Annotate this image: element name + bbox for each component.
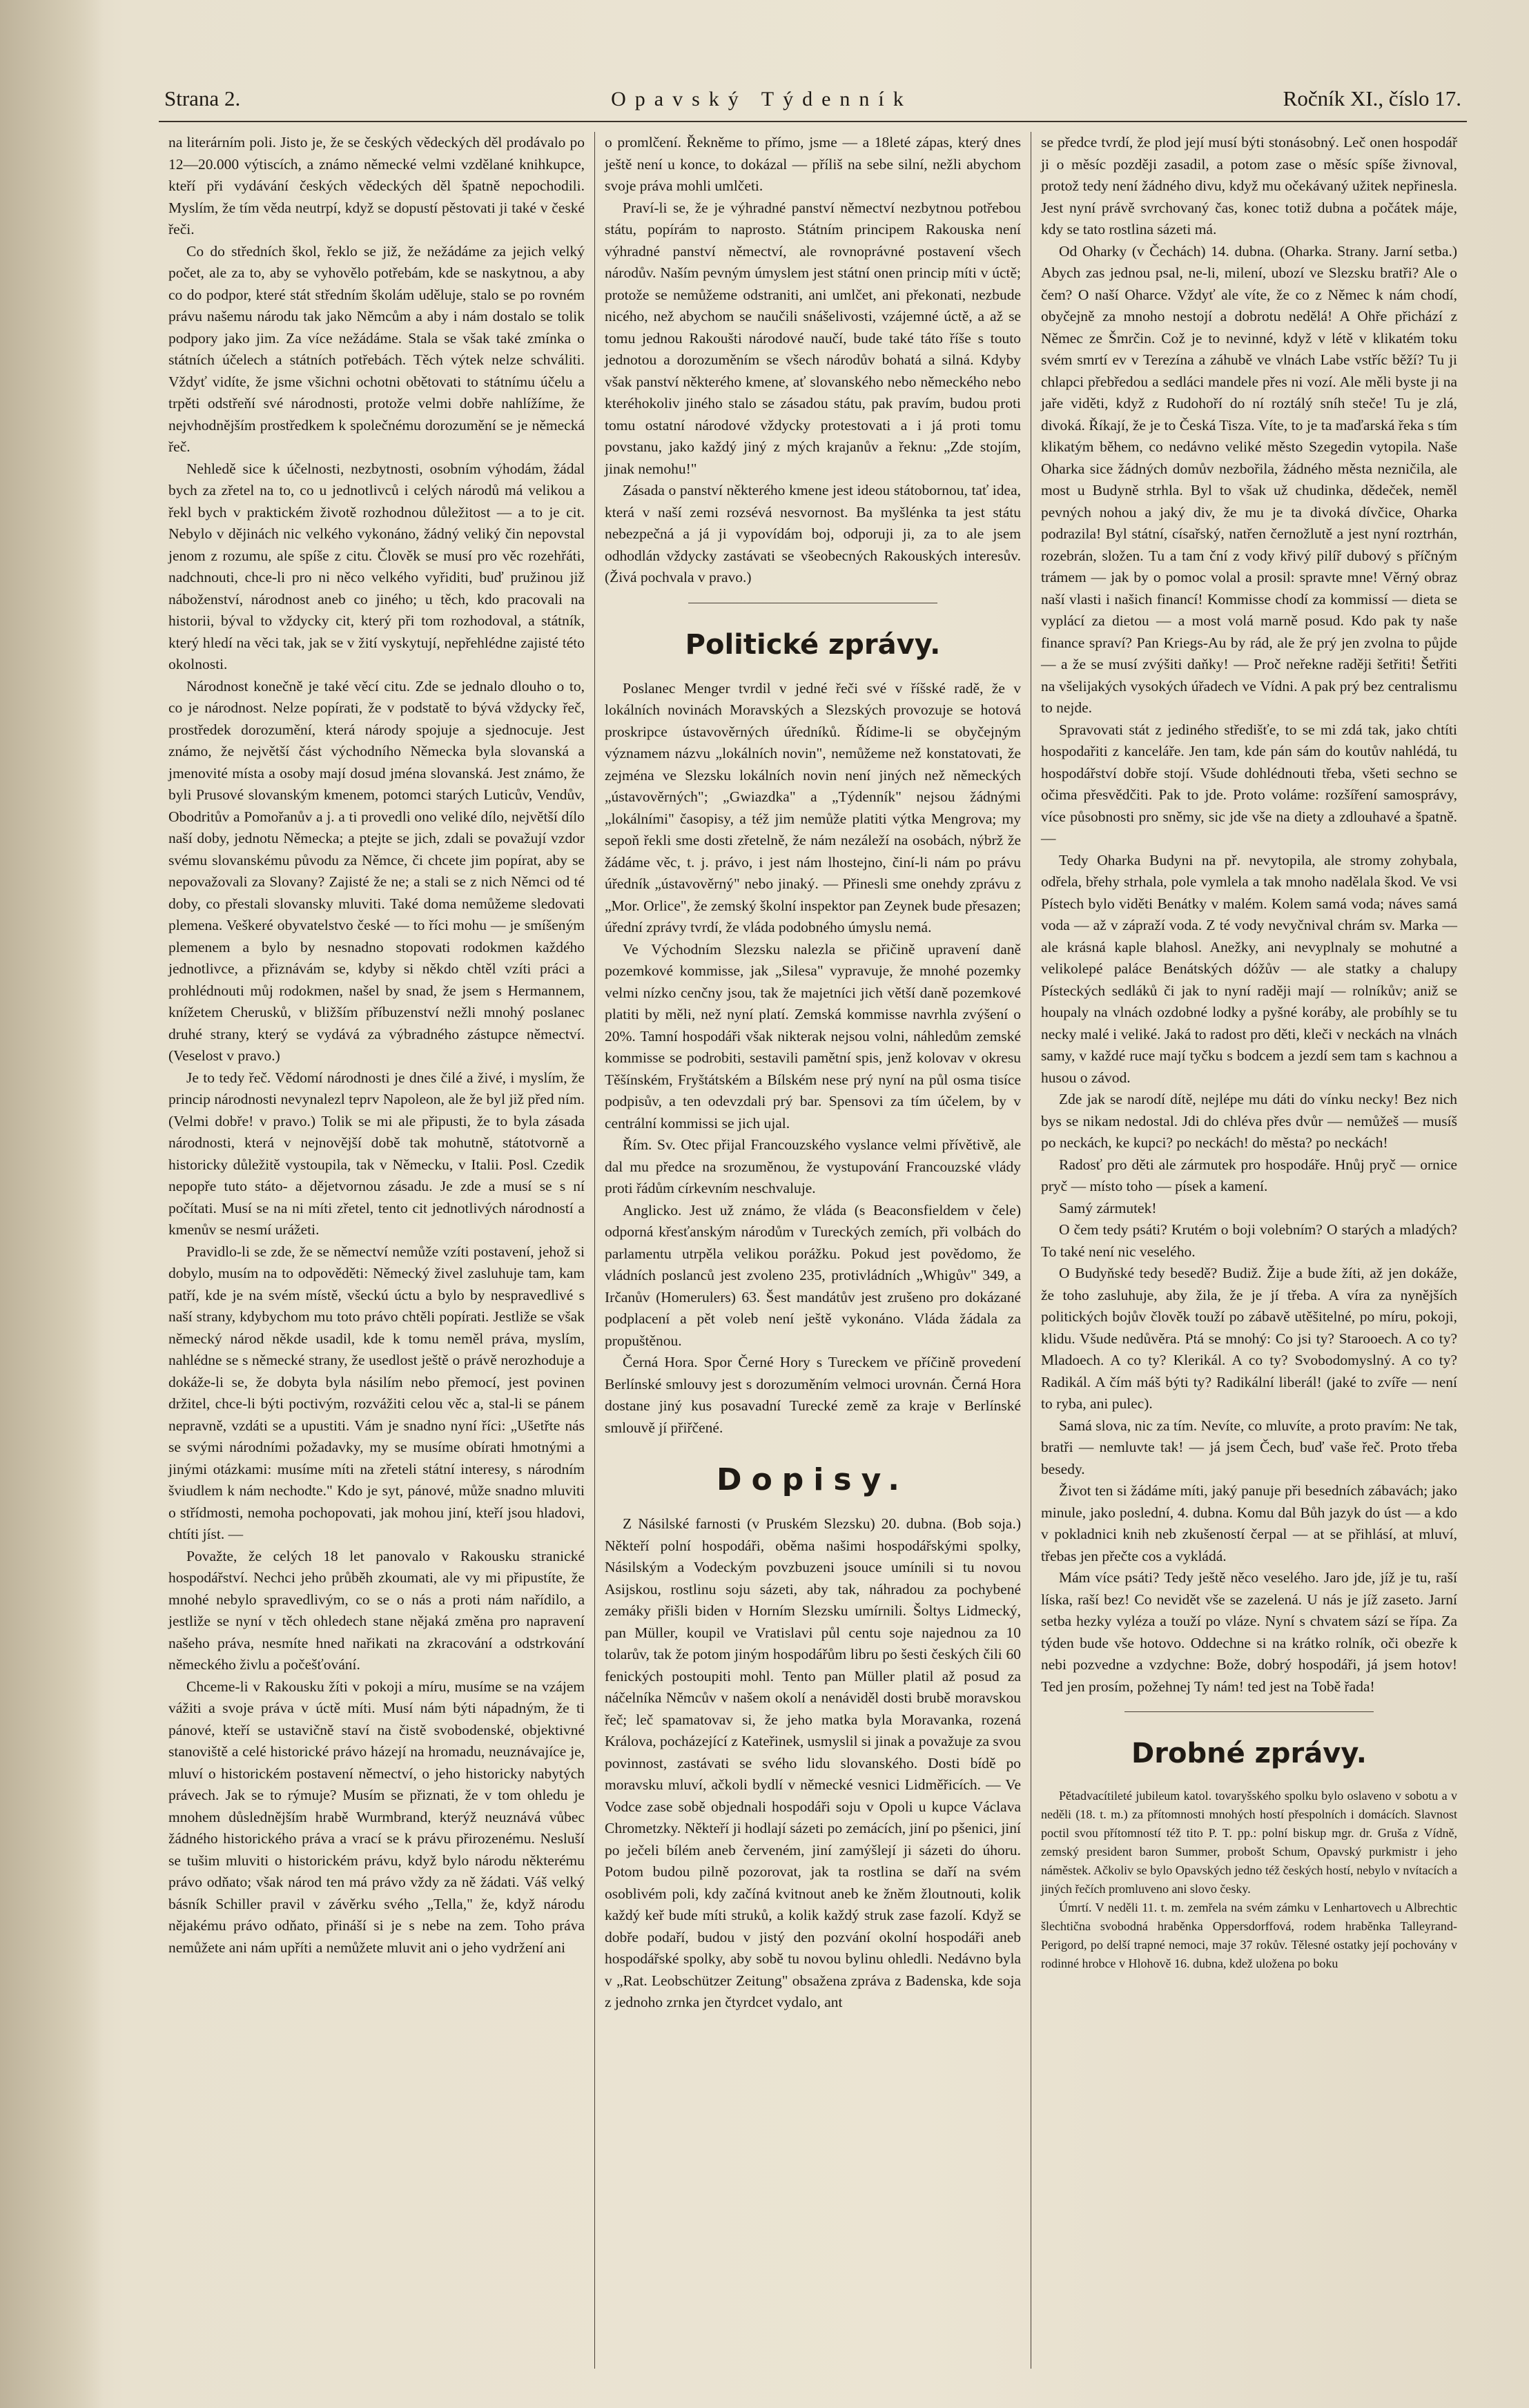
letter-paragraph: Radosť pro děti ale zármutek pro hospodáře. Hnůj pryč — ornice pryč — místo toho — písek a kamení. xyxy=(1041,1156,1457,1194)
article-paragraph: na literárním poli. Jisto je, že se českých vědeckých děl prodávalo po 12—20.000 výtiscích, a známo německé velmi vzdělané knihkupce, kteří při vydávání českých vědeckých děl špatně nepochodili. Myslím, že tím věda neutrpí, když se dopustí pěstovati ji také v české řeči. xyxy=(168,134,585,237)
letter-paragraph: Samá slova, nic za tím. Nevíte, co mluvíte, a proto pravím: Ne tak, bratři — nemluvte tak! — já jsem Čech, buď vaše řeč. Proto třeba besedy. xyxy=(1041,1417,1457,1477)
brief-news-paragraph: Úmrtí. V neděli 11. t. m. zemřela na svém zámku v Lenhartovech u Albrechtic šlechtična svobodná hraběnka Oppersdorffová, rodem hraběnka Talleyrand-Perigord, po delší trapné nemoci, maje 37 rokův. Tělesné ostatky její pochovány v rodinné hrobce v Hlohově 16. dubna, kdež uložena po boku xyxy=(1041,1901,1457,1970)
letter-paragraph: Zde jak se narodí dítě, nejlépe mu dáti do vínku necky! Bez nich bys se nikam nedostal. Jdi do chléva přes dvůr — nemůžeš — musíš po neckách, ke kupci? po neckách! do města? po neckách! xyxy=(1041,1091,1457,1151)
letter-paragraph: Mám více psáti? Tedy ještě něco veselého. Jaro jde, jíž je tu, raší líska, raší bez! Co nevidět vše se zazelená. U nás je jíž zaseto. Jarní setba hezky vyléza a touží po vláze. Nyní s chvatem sází se řípa. Za týden bude vše hotovo. Oddechne si na krátko rolník, oči obezře k nebi pozvedne a vzdychne: Bože, dobrý hospodáři, já jsem hotov! Ted jen prosím, požehnej Ty nám! ted jest na Tobě řada! xyxy=(1041,1569,1457,1695)
article-paragraph: Chceme-li v Rakousku žíti v pokoji a míru, musíme se na vzájem vážiti a svoje práva v úctě míti. Musí nám býti nápadným, že ti pánové, kteří se ustavičně staví na čistě svobodenské, objektivné stanoviště a celé historické právo házejí na hromadu, neuznávajíce je, mluví o historickém postavení němectví, o jeho historicky nabytých právech. Jak se to rýmuje? Musím se přiznati, že v tom ohledu je mnohem důslednějším hrabě Wurmbrand, kterýž neuznává vůbec žádného historického práva a vrací se k právu přirozenému. Nesluší se tušim mluviti o historickém právu, když bylo národu některému právo odňato; však národ ten má právo vždy za ně žádati. Váš velký básník Schiller pravil v závěrku svého „Tella," že, když národu nějakému právo odňato, přináší si je s nebe na zem. Toho práva nemůžete ani nám upříti a nemůžete mluvit ani o jeho vydržení ani xyxy=(168,1678,585,1956)
news-paragraph: Poslanec Menger tvrdil v jedné řeči své v říšské radě, že v lokálních novinách Moravských a Slezských provozuje se hotová proskripce ústavověrných úředníků. Řídime-li se obyčejným významem názvu „lokálních novin", nemůžeme než konstatovati, že zejména ve Slezsku lokálních novin není jiných než německých „ústavověrných"; „Gwiazdka" a „Týdenník" nejsou žádnými „lokálními" časopisy, a též jim nemůže platiti výtka Mengrova; my sepoň řekli sme dosti zřetelně, že nám nezáleží na osobách, nýbrž že žádáme věc, t. j. právo, i jest nám lhostejno, činí-li nám po právu úředník „ústavověrný" nebo jinaký. — Přinesli sme onehdy zprávu z „Mor. Orlice", že zemský školní inspektor pan Zeynek bude přesazen; úřední zprávy tvrdí, že vláda podobného úmyslu nemá. xyxy=(605,679,1021,935)
column-1 xyxy=(159,132,594,2369)
article-paragraph: o promlčení. Řekněme to přímo, jsme — a 18leté zápas, který dnes ještě není u konce, to dokázal — příliš na sebe silní, nežli abychom svoje práva mohli umlčeti. xyxy=(605,134,1021,194)
columns xyxy=(159,132,1467,2369)
article-paragraph: Pravidlo-li se zde, že se němectví nemůže vzíti postavení, jehož si dobylo, musím na to odpověděti: Německý živel zasluhuje tam, kam patří, kde je na svém místě, všeckú úctu a bylo by nespravedlivé s naší strany, kdybychom mu toto právo chtěli popírati. Jestliže se však německý národ někde usadil, kde k tomu neměl práva, myslím, nahlédne se s německé strany, že usedlost ještě o právě nerozhoduje a dokáže-li se, že dobyta byla násilím nebo přemocí, jest povinen držitel, chce-li býti poctivým, rozvážiti celou věc a, stal-li se pánem nepravně, vzdáti se a upustiti. Vám je snadno nyní říci: „Ušetřte nás se svými národními požadavky, my se musíme obírati hmotnými a jinými otázkami: musíme míti na zřeteli státní interesy, s národním šviudlem k nám nechodte." Kdo je syt, pánové, může snadno mluviti o střídmosti, nemoha pochopovati, jak mohou jiní, kteří jsou hladovi, chtíti jíst. — xyxy=(168,1243,585,1542)
page-number: Strana 2. xyxy=(164,86,241,110)
article-paragraph: Národnost konečně je také věcí citu. Zde se jednalo dlouho o to, co je národnost. Nelze popírati, že v podstatě to bývá vždycky řeč, prostředek dorozumění, která národy spojuje a sjednocuje. Jest známo, že největší část východního Německa byla slovanská a jmenovité místa a osoby mají dosud jména slovanská. Jest známo, že byli Prusové slovanským kmenem, potomci starých Luticův, Vendův, Obodritův a Pomořanův a j. a ti provedli ono veliké dílo, největší dílo naší doby, jednotu Německa; a ptejte se jich, zdali se považují vzdor svému slovanskému původu za Němce, či chcete jim popírat, aby se nepovažovali za Slovany? Zajisté že ne; a stali se z nich Němci od té doby, co přestali slovansky mluviti. Také doma nemůžeme sledovati plemena. Veškeré obyvatelstvo české — to říci mohu — je smíšeným plemenem a bylo by nesnadno stopovati rodokmen každého jednotlivce, a přiznávám se, kdyby si někdo chtěl vzíti práci a prohlédnouti můj rodokmen, našel by snad, že jsem s Hermannem, knížetem Cherusků, v bližším příbuzenství nežli mnohý poslanec druhé strany, který se vydává za výbradného zástupce němectví. (Veselost v pravo.) xyxy=(168,677,585,1064)
letter-paragraph: Samý zármutek! xyxy=(1059,1199,1157,1216)
article-paragraph: Zásada o panství některého kmene jest ideou státobornou, tať idea, která v naší zemi rozsévá nesvornost. Ba myšlénka ta jest státu nebezpečná a já ji vypovídám boj, odporuji ji, za to ale jsem odhodlán vždycky zastávati se všeobecných Rakouských interesův. (Živá pochvala v pravo.) xyxy=(605,482,1021,585)
section-heading-dopisy: Dopisy. xyxy=(717,1462,909,1497)
binding-shadow xyxy=(0,0,104,2408)
article-paragraph: Je to tedy řeč. Vědomí národnosti je dnes čilé a živé, i myslím, že princip národnosti nevynalezl teprv Napoleon, ale že byl již před ním. (Velmi dobře! v pravo.) Tolik se mi ale připusti, že to byla zásada národnosti, která v nejnovější době tak mohutně, státotvorně a historicky důležitě vystoupila, tak v Německu, v Italii. Posl. Czedik nepopře tuto státo- a dějetvornou zásadu. Je zde a musí se s ní počítati. Musí se na ni míti zřetel, tento cit jednotlivých národností a kmenův se nesmí urážeti. xyxy=(168,1069,585,1238)
article-paragraph: Považte, že celých 18 let panovalo v Rakousku stranické hospodářství. Nechci jeho průběh zkoumati, ale vy mi připustíte, že mnohé nebylo spravedlivým, co se o nás a proti nám nařídilo, a jestliže se nyní v těch ohledech stane nějaká změna pro napravení našeho práva, nesmíte hned nařikati na zkracování a odstrkování německého živlu a počešťování. xyxy=(168,1547,585,1673)
letter-paragraph: Od Oharky (v Čechách) 14. dubna. (Oharka. Strany. Jarní setba.) Abych zas jednou psal, ne-li, milení, ubozí ve Slezsku bratři? Ale o čem? O naší Oharce. Vždyť ale víte, že co z Němec k nám chodí, obyčejně za mnoho nestojí a dobrotu nedělá! A Ohře přichází z Němec ze Šmrčin. Což je to nevinné, když v létě v klikatém toku svém smrtí ev v Terezína a záhubě ve vlnách Labe vstříc běží? Tu ji chlapci přebředou a sedláci mandele přes ni vozí. Ale měli byste ji na jaře viděti, když z Rudohoří do ní roztálý sníh steče! Tu je zlá, divoká. Říkají, že je to Česká Tisza. Víte, to je ta maďarská řeka s tím klikatým během, co nedávno veliké město Szegedin vytopila. Naše Oharka sice žádných domův nezbořila, žádného města nezničila, ale most u Budyně strhla. Byl to však už chudinka, dědeček, neměl pevných nohou a jaký div, že mu je ta divoká dívčice, Oharka podrazila! Byl státní, císařský, natřen černožlutě a jest nyní roztrhán, rozebrán, složen. Tu a tam ční z vody křivý pilíř dubový s příčným trámem — jak by o pomoc volal a prosil: spravte mne! Věrný obraz naší vlasti i našich financí! Kommisse chodí za kommissí — dieta se vyplácí za dietou — a most volá marně posud. Kdo pak ty naše finance spraví? Pan Kriegs-Au by rád, ale že prý jen zvolna to půjde — a že se musí zvýšiti daňky! — Proč neřekne raději šetřiti! Šetřiti na všelijakých vysokých úřadech ve Vídni. A pak prý bez centralismu to nejde. xyxy=(1041,242,1457,716)
article-paragraph: Co do středních škol, řeklo se již, že nežádáme za jejich velký počet, ale za to, aby se vyhovělo potřebám, kde se naskytnou, a aby co do podpor, které stát středním školám uděluje, stalo se po rovném právu našemu národu tak jako Němcům a aby i nám dostalo se tolik podpory jako jim. Za více nežádáme. Stala se však také zmínka o státních účelech a státních potřebách. Těch výtek nelze schváliti. Vždyť vidíte, že jsme všichni ochotni obětovati to státnímu účelu a trpěti odstřeňí své národnosti, protože velmi dobře nahlížíme, že nejvhodnějším prostředkem k společnému dorozumění se je německá řeč. xyxy=(168,242,585,455)
article-paragraph: Praví-li se, že je výhradné panství němectví nezbytnou potřebou státu, popírám to naprosto. Státním principem Rakouska není výhradné panství němectví, ale rovnoprávné postavení všech národův. Naším pevným úmyslem jest státní onen princip míti v úctě; protože se nemůžeme odstraniti, ani umlčet, ani překonati, nezbude nicého, než abychom se naučili snášelivosti, vzájemné úctě, a až se tomu jednou Rakoušti národové naučí, bude také táto říše s touto jednotou a dorozuměním se všech národův bohatá a silná. Kdyby však panství některého kmene, ať slovanského nebo německého nebo kteréhokoliv jiného stalo se zásadou státu, pak pravím, budou proti tomu ostatní národové vždycky protestovati a i já proti tomu povstanu, jako každý jiný z mých krajanův a řeknu: „Zde stojím, jinak nemohu!" xyxy=(605,199,1021,477)
newspaper-title: Opavský Týdenník xyxy=(611,88,913,110)
section-heading-drobne: Drobné zprávy. xyxy=(1131,1738,1367,1769)
letter-paragraph: Život ten si žádáme míti, jaký panuje při besedních zábavách; jako minule, jako poslední, 4. dubna. Komu dal Bůh jazyk do úst — a kdo v pokladnici knih neb zkušeností čerpal — at se přihlásí, at mluví, třebas jen přečte cos a vykládá. xyxy=(1041,1482,1457,1564)
news-paragraph: Černá Hora. Spor Černé Hory s Tureckem ve příčině provedení Berlínské smlouvy jest s dorozuměním velmoci urovnán. Černá Hora dostane jiný kus posavadní Turecké země za kraje v Berlínské smlouvě jí přiřčené. xyxy=(605,1354,1021,1436)
page-header xyxy=(159,86,1467,122)
issue-label: Ročník XI., číslo 17. xyxy=(1283,86,1461,110)
news-paragraph: Řím. Sv. Otec přijal Francouzského vyslance velmi přívětivě, ale dal mu předce na srozuměnou, že vystupování Francouzské vlády proti řádům církevním neschvaluje. xyxy=(605,1136,1021,1196)
column-3 xyxy=(1031,132,1467,2369)
column-2 xyxy=(594,132,1031,2369)
letter-paragraph: Tedy Oharka Budyni na př. nevytopila, ale stromy zohybala, odřela, břehy strhala, pole vymlela a tak mnoho nadělala škod. Ve vsi Pístech bylo viděti Benátky v malém. Kolem samá voda; náves samá voda — až v zápraží voda. Z té vody nevyčnival chrám sv. Marka — ale krásná kaple blahosl. Anežky, ani nevyplnaly se mohutné a velikolepé paláce Benátských dóžův — ale statky a chalupy Písteckých sedláků či jak to nyní raději mají — rolníkův; aniž se houpaly na vlnách ozdobné lodky a pyšné koráby, ale probíhly se tu necky malé i veliké. Jaká to radost pro děti, kleči v neckách na vlnách samy, v každé ruce mají tyčku s bodcem a jezdí sem tam s kachnou a husou o závod. xyxy=(1041,851,1457,1086)
letter-paragraph: O čem tedy psáti? Krutém o boji volebním? O starých a mladých? To také není nic veselého. xyxy=(1041,1221,1457,1260)
letter-paragraph: se předce tvrdí, že plod její musí býti stonásobný. Leč onen hospodář ji o měsíc později zasadil, a potom zase o měsíc spíše živnoval, protož tedy není žádného divu, když mu očekávaný užitek nepřinesla. Jest nyní právě svrchovaný čas, konec totiž dubna a počátek máje, kdy se tato rostlina sázeti má. xyxy=(1041,134,1457,237)
letter-paragraph: Z Násilské farnosti (v Pruském Slezsku) 20. dubna. (Bob soja.) Někteří polní hospodáři, oběma našimi hospodářskými spolky, Násilským a Vodeckým povzbuzeni jsouce umínili si tu novou Asijskou, rostlinu soju sázeti, aby tak, náhradou za pochybené zemáky přišli biden v Horním Slezsku umírnili. Šoltys Lidmecký, pan Müller, koupil ve Vratislavi půl centu soje najednou za 10 tolarův, tak že potom jiným hospodářům libru po šesti českých čili 60 fenických postoupiti mohl. Tento pan Müller platil až posud za náčelníka Němcův v našem okolí a nenáviděl dosti brubě moravskou řeč; leč spamatovav si, že jeho matka byla Moravanka, rozená Králova, pocházející z Kateřinek, usmyslil si jinak a považuje za svou povinnost, zastávati se svého lidu slovanského. Dosti bídě po moravsku mluví, ačkoli bydlí v německé vesnici Lidměřicích. — Ve Vodce zase sobě objednali hospodáři soju v Opoli u kupce Václava Chrometzky. Někteří ji hodlají sázeti po zemácích, jiní po pšenici, jiní po ječeli bílém aneb červeném, jiní zamýšlejí ji sázeti do úhoru. Potom budou pilně pozorovat, jak ta rostlina se daří na svém osoblivém poli, kdy začíná kvitnout aneb ke žněm žloutnouti, kolik každý keř bude míti struků, a kolik každý struk zase fazolí. Když se dobře podaří, budou v jistý den pozvání okolní hospodáři aneb hospodářské spolky, aby sobě tu novou bylinu ohledli. Nedávno byla v „Rat. Leobschützer Zeitung" obsažena zpráva z Badenska, kde soja z jednoho zrnka jen čtyrdcet vydalo, ant xyxy=(605,1515,1021,2010)
article-paragraph: Nehledě sice k účelnosti, nezbytnosti, osobním výhodám, žádal bych za zřetel na to, co u jednotlivců i celých národů má velikou a řekl bych v praktickém životě rozhodnou důležitost — a to je cit. Nebylo v dějinách nic velkého vykonáno, žádný veliký čin nepovstal jenom z rozumu, ale spíše z citu. Člověk se musí pro věc rozehřáti, nadchnouti, chce-li pro ni něco velkého vyřiditi, buď pružinou již náboženství, národnost aneb co jiného; u těch, kdo pracovali na historii, býval to vždycky cit, který při tom rozhodoval, a státník, který hledí na věci tak, jak se v žití vyskytují, nepřehlédne zajisté této okolnosti. xyxy=(168,460,585,672)
section-heading-politicke: Politické zprávy. xyxy=(685,628,941,661)
letter-paragraph: O Budyňské tedy besedě? Budiž. Žije a bude žíti, až jen dokáže, že toho zasluhuje, aby žila, že je jí třeba. A víra za nynějších politických bojův člověk touží po zábavě utěšitelné, po míru, pokoji, klidu. Všude nedůvěra. Ptá se mnohý: Co jsi ty? Starooech. A co ty? Mladoech. A co ty? Klerikál. A co ty? Svobodomyslný. A co ty? Radikál. A čím máš býti ty? Radikální liberál! (jaké to zvíře — není to ryba, ani pulec). xyxy=(1041,1265,1457,1412)
letter-paragraph: Spravovati stát z jediného středišťe, to se mi zdá tak, jako chtíti hospodařiti z kanceláře. Jen tam, kde pán sám do koutův nahlédá, tu hospodářství dobře stojí. Všude dohlédnouti třeba, všeti sechno se očima přesvědčiti. Pak to jde. Proto voláme: rozšíření samosprávy, více působnosti pro sněmy, sic jde vše na diety a zdlouhavé a špatně. — xyxy=(1041,721,1457,846)
brief-news-paragraph: Pětadvacítileté jubileum katol. tovaryšského spolku bylo oslaveno v sobotu a v neděli (18. t. m.) za přítomnosti mnohých hostí přespolních i domácích. Slavnost poctil svou přítomností též tito P. T. pp.: polní biskup mgr. dr. Gruša z Vídně, zemský president baron Summer, probošt Schum, Opavský purkmistr i jeho náměstek. Ačkoliv se bylo Opavských jedno též českých hostí, nebylo v nvítacích a jiných řečích promluveno ani slovo česky. xyxy=(1041,1789,1457,1896)
news-paragraph: Anglicko. Jest už známo, že vláda (s Beaconsfieldem v čele) odporná křesťanským národům v Tureckých zemích, při volbách do parlamentu utrpěla velikou porážku. Pokud jest povědomo, že vládních poslanců jest zvoleno 235, protivládních „Whigův" 349, a Irčanův (Homerulers) 63. Šest mandátův jest zrušeno pro dokázané podplacení a pět voleb není ještě vykonáno. Vláda žádala za propuštěnou. xyxy=(605,1201,1021,1349)
section-divider xyxy=(1124,1711,1374,1712)
news-paragraph: Ve Východním Slezsku nalezla se přičině upravení daně pozemkové kommisse, jak „Silesa" vypravuje, že mnohé pozemky velmi nízko cenčny jsou, tak že majetníci jich větší daně pozemkové platiti by měli, než nyní platí. Zemská kommisse navrhla zvýšení o 20%. Tamní hospodáři však nikterak nejsou volni, náhledům zemské kommisse se podrobiti, sestavili pamětní spis, jenž kolovav v okresu Těšínském, Fryštátském a Bílském nese prý nyní na půl osma tisíce podpisův, a ten odevzdali prý bar. Spensovi za tím účelem, by v centrální kommissi se jich ujal. xyxy=(605,940,1021,1132)
